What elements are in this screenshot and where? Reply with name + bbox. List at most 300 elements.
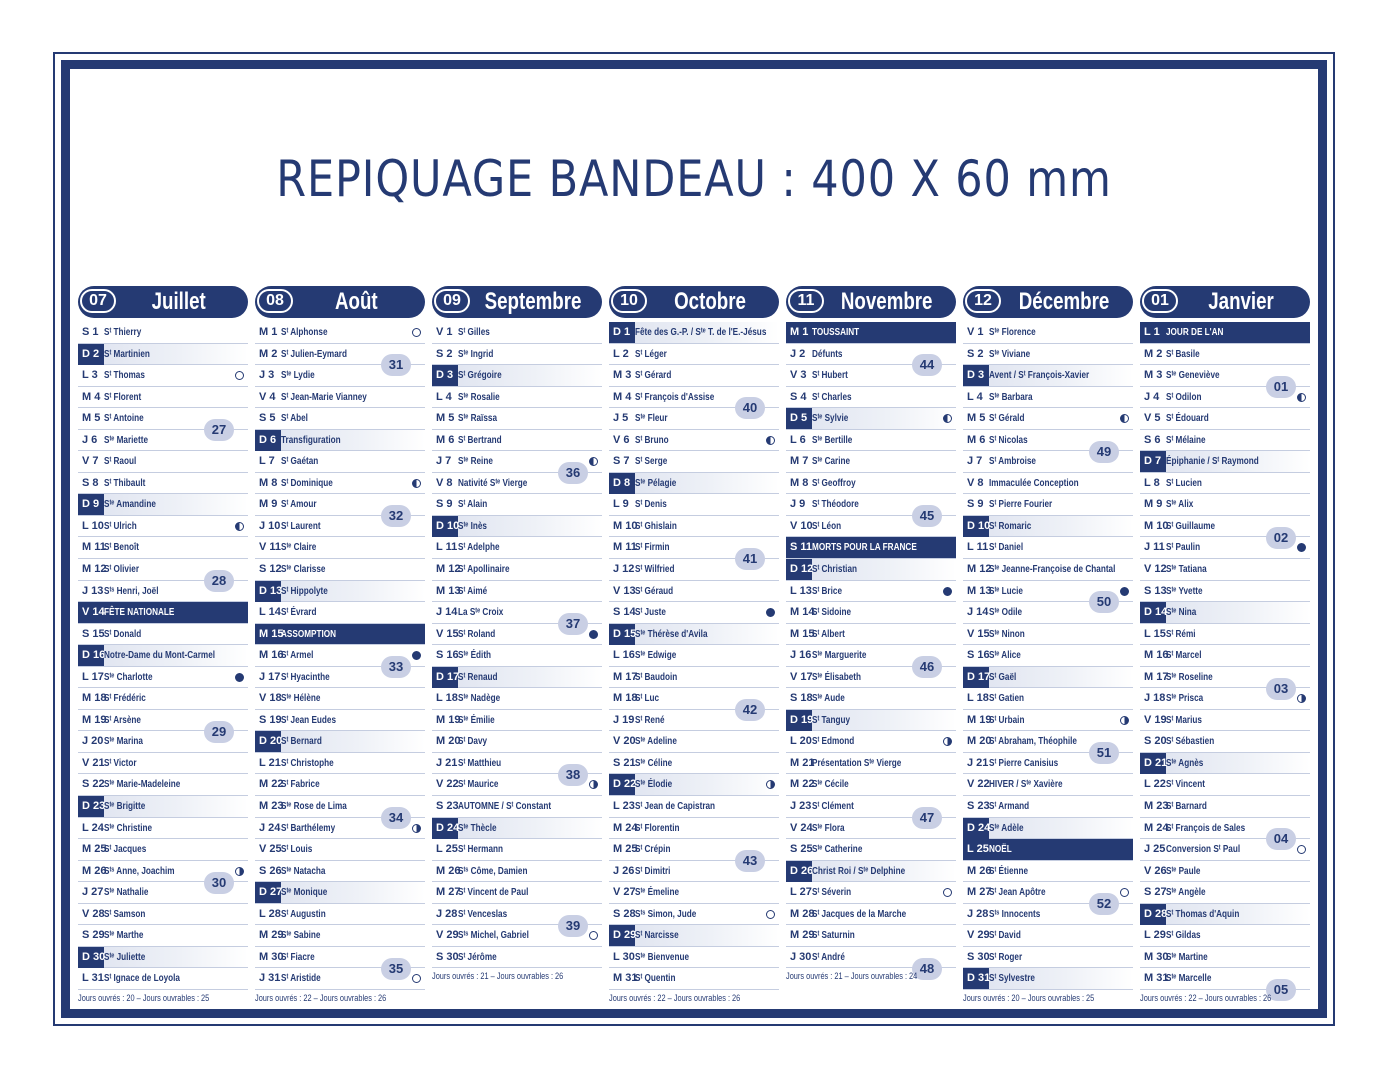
day-row bbox=[786, 731, 956, 753]
day-code: M 26 bbox=[82, 864, 107, 877]
sunday-row bbox=[1140, 602, 1310, 624]
day-code: S 16 bbox=[967, 649, 990, 662]
saint-name: Sᵗᵉ Carine bbox=[812, 455, 851, 468]
day-code: L 30 bbox=[613, 950, 635, 963]
saint-name: Sᵗ Juste bbox=[635, 606, 666, 619]
saint-name: Sᵗᵉ Catherine bbox=[812, 843, 863, 856]
day-code: S 18 bbox=[790, 692, 813, 705]
week-number-badge: 05 bbox=[1266, 979, 1296, 1001]
saint-name: Sᵗᵉ Edwige bbox=[635, 649, 677, 662]
day-row bbox=[786, 753, 956, 775]
month-header bbox=[609, 286, 779, 318]
day-row bbox=[963, 796, 1133, 818]
day-row bbox=[78, 322, 248, 344]
day-code: L 27 bbox=[790, 886, 812, 899]
day-code: M 5 bbox=[82, 412, 101, 425]
day-code: J 17 bbox=[259, 670, 281, 683]
saint-name: Sᵗ Olivier bbox=[104, 563, 140, 576]
saint-name: Sᵗ Romaric bbox=[989, 519, 1032, 532]
day-code: S 7 bbox=[613, 455, 630, 468]
day-code: S 12 bbox=[259, 563, 282, 576]
day-code: S 23 bbox=[967, 800, 990, 813]
day-code: L 28 bbox=[259, 907, 281, 920]
saint-name: Sᵗ Donald bbox=[104, 627, 142, 640]
day-code: S 20 bbox=[1144, 735, 1167, 748]
day-row bbox=[432, 645, 602, 667]
day-code: S 4 bbox=[790, 390, 807, 403]
day-code: M 3 bbox=[613, 369, 632, 382]
saint-name: Sᵗᵉ Nina bbox=[1166, 606, 1197, 619]
saint-name: Sᵗ Edmond bbox=[812, 735, 855, 748]
day-code: D 26 bbox=[786, 861, 812, 882]
day-code: J 7 bbox=[967, 455, 983, 468]
day-row bbox=[786, 774, 956, 796]
day-code: M 27 bbox=[436, 886, 461, 899]
month-footer: Jours ouvrés : 22 – Jours ouvrables : 26 bbox=[1140, 992, 1272, 1003]
day-code: M 10 bbox=[613, 519, 638, 532]
day-code: L 22 bbox=[1144, 778, 1166, 791]
day-code: M 5 bbox=[436, 412, 455, 425]
saint-name: Sᵗ Gilles bbox=[458, 326, 490, 338]
day-code: L 16 bbox=[613, 649, 635, 662]
day-code: M 11 bbox=[82, 541, 106, 554]
day-row bbox=[1140, 624, 1310, 646]
month-number: 12 bbox=[965, 289, 1001, 313]
day-code: S 2 bbox=[967, 347, 984, 360]
day-row bbox=[963, 408, 1133, 430]
sunday-row bbox=[78, 947, 248, 969]
saint-name: Sᵗ Matthieu bbox=[458, 756, 502, 769]
day-code: J 6 bbox=[82, 433, 98, 446]
saint-name: Sᵗ Séverin bbox=[812, 886, 852, 899]
day-code: D 22 bbox=[609, 774, 635, 795]
day-row bbox=[963, 537, 1133, 559]
week-number-badge: 41 bbox=[735, 548, 765, 570]
day-row bbox=[432, 861, 602, 883]
saint-name: Sᵗ Guillaume bbox=[1166, 519, 1216, 532]
day-row bbox=[255, 537, 425, 559]
week-number-badge: 39 bbox=[558, 915, 588, 937]
day-code: V 24 bbox=[790, 821, 813, 834]
sunday-row bbox=[963, 365, 1133, 387]
day-row bbox=[255, 774, 425, 796]
day-row bbox=[609, 796, 779, 818]
day-row bbox=[1140, 344, 1310, 366]
sunday-row bbox=[78, 645, 248, 667]
day-row bbox=[1140, 731, 1310, 753]
month-header bbox=[963, 286, 1133, 318]
day-row bbox=[963, 774, 1133, 796]
day-code: S 29 bbox=[82, 929, 105, 942]
day-code: J 2 bbox=[790, 347, 806, 360]
day-code: V 5 bbox=[1144, 412, 1161, 425]
saint-name: Sᵗ Jacques bbox=[104, 843, 147, 856]
moon-phase-icon bbox=[1297, 393, 1306, 402]
month-header bbox=[78, 286, 248, 318]
saint-name: Sᵗᵉ Paule bbox=[1166, 864, 1201, 877]
month-number: 08 bbox=[257, 289, 293, 313]
day-row bbox=[963, 344, 1133, 366]
day-code: M 22 bbox=[790, 778, 815, 791]
day-code: M 16 bbox=[1144, 649, 1169, 662]
saint-name: La Sᵗᵉ Croix bbox=[458, 606, 504, 619]
day-code: D 6 bbox=[255, 430, 281, 451]
day-code: M 12 bbox=[436, 563, 461, 576]
sunday-row bbox=[78, 344, 248, 366]
week-number-badge: 51 bbox=[1089, 742, 1119, 764]
saint-name: Sᵗ Abel bbox=[281, 412, 308, 425]
saint-name: Sᵗˢ Côme, Damien bbox=[458, 864, 528, 877]
day-code: D 10 bbox=[963, 516, 989, 537]
day-row bbox=[1140, 947, 1310, 969]
moon-phase-icon bbox=[412, 974, 421, 983]
day-code: M 1 bbox=[790, 326, 809, 338]
sunday-row bbox=[255, 430, 425, 452]
saint-name: Sᵗ Vincent de Paul bbox=[458, 886, 529, 899]
day-row bbox=[963, 710, 1133, 732]
day-code: M 11 bbox=[613, 541, 637, 554]
day-row bbox=[1140, 882, 1310, 904]
day-code: L 11 bbox=[967, 541, 989, 554]
day-code: J 13 bbox=[82, 584, 104, 597]
saint-name: Sᵗ Firmin bbox=[635, 541, 670, 554]
week-number-badge: 34 bbox=[381, 807, 411, 829]
day-row bbox=[1140, 925, 1310, 947]
day-code: M 15 bbox=[259, 627, 284, 640]
day-code: J 26 bbox=[613, 864, 635, 877]
day-code: M 21 bbox=[790, 756, 815, 769]
day-code: V 7 bbox=[82, 455, 99, 468]
day-code: J 7 bbox=[436, 455, 452, 468]
month-number: 10 bbox=[611, 289, 647, 313]
day-row bbox=[786, 387, 956, 409]
saint-name: Sᵗ Raoul bbox=[104, 455, 137, 468]
day-code: L 3 bbox=[82, 369, 98, 382]
saint-name: Sᵗ Bernard bbox=[281, 735, 322, 748]
day-code: D 23 bbox=[78, 796, 104, 817]
week-number-badge: 27 bbox=[204, 419, 234, 441]
day-code: S 19 bbox=[259, 713, 282, 726]
holiday-row bbox=[1140, 322, 1310, 344]
sunday-row bbox=[432, 818, 602, 840]
saint-name: TOUSSAINT bbox=[812, 326, 860, 338]
day-code: M 18 bbox=[613, 692, 638, 705]
day-code: J 19 bbox=[613, 713, 635, 726]
sunday-row bbox=[1140, 451, 1310, 473]
saint-name: Sᵗ Paulin bbox=[1166, 541, 1201, 554]
day-code: M 13 bbox=[967, 584, 992, 597]
month-column bbox=[963, 286, 1133, 1003]
saint-name: Sᵗᵉ Émilie bbox=[458, 713, 495, 726]
day-code: V 13 bbox=[613, 584, 636, 597]
saint-name: Sᵗ Venceslas bbox=[458, 907, 508, 920]
saint-name: Avent / Sᵗ François-Xavier bbox=[989, 369, 1090, 382]
week-number-badge: 29 bbox=[204, 721, 234, 743]
saint-name: Sᵗ Thomas d'Aquin bbox=[1166, 907, 1240, 920]
saint-name: Sᵗᵉ Agnès bbox=[1166, 756, 1204, 769]
day-code: M 30 bbox=[1144, 950, 1169, 963]
saint-name: Sᵗᵉ Élodie bbox=[635, 778, 673, 791]
day-code: D 1 bbox=[609, 322, 635, 343]
day-row bbox=[786, 688, 956, 710]
saint-name: JOUR DE L'AN bbox=[1166, 326, 1224, 338]
day-row bbox=[1140, 645, 1310, 667]
sunday-row bbox=[609, 322, 779, 344]
sunday-row bbox=[786, 861, 956, 883]
saint-name: Sᵗ Ulrich bbox=[104, 519, 137, 532]
day-row bbox=[609, 753, 779, 775]
day-row bbox=[609, 451, 779, 473]
day-code: S 11 bbox=[790, 541, 813, 554]
saint-name: Sᵗ Jérôme bbox=[458, 950, 497, 963]
day-code: V 29 bbox=[436, 929, 459, 942]
day-code: V 14 bbox=[82, 606, 105, 619]
saint-name: Sᵗᵉ Florence bbox=[989, 326, 1036, 338]
sunday-row bbox=[963, 818, 1133, 840]
day-code: M 19 bbox=[82, 713, 107, 726]
saint-name: Sᵗᵉ Prisca bbox=[1166, 692, 1204, 705]
moon-phase-icon bbox=[1120, 414, 1129, 423]
saint-name: Fête des G.-P. / Sᵗᵉ T. de l'E.-Jésus bbox=[635, 326, 767, 338]
saint-name: Sᵗ Louis bbox=[281, 843, 313, 856]
day-row bbox=[609, 430, 779, 452]
month-header bbox=[255, 286, 425, 318]
week-number-badge: 31 bbox=[381, 354, 411, 376]
saint-name: Sᵗ Daniel bbox=[989, 541, 1024, 554]
day-code: M 17 bbox=[613, 670, 638, 683]
day-code: D 30 bbox=[78, 947, 104, 968]
day-code: L 15 bbox=[1144, 627, 1166, 640]
saint-name: Sᵗ Hyacinthe bbox=[281, 670, 330, 683]
week-number-badge: 32 bbox=[381, 505, 411, 527]
month-number: 07 bbox=[80, 289, 116, 313]
holiday-row bbox=[963, 839, 1133, 861]
saint-name: Sᵗ Charles bbox=[812, 390, 852, 403]
saint-name: Sᵗ Aristide bbox=[281, 972, 321, 985]
saint-name: Sᵗᵉ Viviane bbox=[989, 347, 1031, 360]
day-row bbox=[609, 602, 779, 624]
month-footer: Jours ouvrés : 20 – Jours ouvrables : 25 bbox=[963, 992, 1095, 1003]
day-code: L 4 bbox=[436, 390, 452, 403]
saint-name: Sᵗ Hippolyte bbox=[281, 584, 328, 597]
day-code: M 30 bbox=[259, 950, 284, 963]
day-code: M 24 bbox=[1144, 821, 1169, 834]
moon-phase-icon bbox=[766, 608, 775, 617]
day-code: V 21 bbox=[82, 756, 105, 769]
day-code: V 22 bbox=[967, 778, 990, 791]
day-code: D 15 bbox=[609, 624, 635, 645]
saint-name: Sᵗᵉ Martine bbox=[1166, 950, 1208, 963]
saint-name: Sᵗᵉ Rosalie bbox=[458, 390, 500, 403]
day-code: L 25 bbox=[436, 843, 458, 856]
day-row bbox=[78, 473, 248, 495]
saint-name: Défunts bbox=[812, 347, 843, 360]
day-code: M 7 bbox=[790, 455, 809, 468]
moon-phase-icon bbox=[235, 371, 244, 380]
saint-name: Immaculée Conception bbox=[989, 476, 1079, 489]
day-row bbox=[255, 710, 425, 732]
saint-name: Sᵗᵉ Bienvenue bbox=[635, 950, 690, 963]
day-code: M 29 bbox=[790, 929, 815, 942]
day-code: M 6 bbox=[436, 433, 455, 446]
saint-name: Sᵗ Grégoire bbox=[458, 369, 502, 382]
moon-phase-icon bbox=[589, 780, 598, 789]
day-code: M 12 bbox=[82, 563, 107, 576]
day-row bbox=[78, 968, 248, 990]
sunday-row bbox=[432, 667, 602, 689]
day-code: J 5 bbox=[613, 412, 629, 425]
day-code: V 3 bbox=[790, 369, 807, 382]
saint-name: Sᵗᵉ Ninon bbox=[989, 627, 1025, 640]
week-number-badge: 28 bbox=[204, 570, 234, 592]
day-code: D 21 bbox=[1140, 753, 1166, 774]
day-code: J 11 bbox=[1144, 541, 1165, 554]
day-row bbox=[78, 365, 248, 387]
day-code: M 28 bbox=[790, 907, 815, 920]
day-code: M 6 bbox=[967, 433, 986, 446]
day-code: L 25 bbox=[967, 843, 989, 856]
day-row bbox=[432, 710, 602, 732]
saint-name: Sᵗ Serge bbox=[635, 455, 668, 468]
saint-name: Sᵗᵉ Pélagie bbox=[635, 476, 677, 489]
sunday-row bbox=[255, 731, 425, 753]
day-row bbox=[78, 839, 248, 861]
saint-name: Sᵗ Julien-Eymard bbox=[281, 347, 347, 360]
day-code: L 2 bbox=[613, 347, 629, 360]
saint-name: Sᵗ Jean-Marie Vianney bbox=[281, 390, 367, 403]
saint-name: Sᵗ Crépin bbox=[635, 843, 671, 856]
moon-phase-icon bbox=[412, 824, 421, 833]
day-code: V 1 bbox=[967, 326, 984, 338]
saint-name: Sᵗ Marcel bbox=[1166, 649, 1202, 662]
day-code: M 16 bbox=[259, 649, 284, 662]
day-code: S 13 bbox=[1144, 584, 1167, 597]
saint-name: Sᵗ Évrard bbox=[281, 606, 317, 619]
moon-phase-icon bbox=[1120, 716, 1129, 725]
moon-phase-icon bbox=[589, 931, 598, 940]
day-code: D 19 bbox=[786, 710, 812, 731]
day-code: D 27 bbox=[255, 882, 281, 903]
day-row bbox=[78, 774, 248, 796]
day-list bbox=[963, 322, 1133, 990]
day-row bbox=[786, 925, 956, 947]
saint-name: Sᵗᵉ Angèle bbox=[1166, 886, 1206, 899]
saint-name: Sᵗᵉ Sylvie bbox=[812, 412, 849, 425]
saint-name: Sᵗ Florentin bbox=[635, 821, 680, 834]
moon-phase-icon bbox=[766, 780, 775, 789]
day-code: L 9 bbox=[613, 498, 629, 511]
day-code: M 19 bbox=[967, 713, 992, 726]
day-row bbox=[78, 537, 248, 559]
saint-name: Sᵗ Odilon bbox=[1166, 390, 1202, 403]
day-code: S 22 bbox=[82, 778, 105, 791]
saint-name: Sᵗᵉ Céline bbox=[635, 756, 673, 769]
saint-name: Sᵗᵉ Marcelle bbox=[1166, 972, 1212, 985]
day-code: L 18 bbox=[436, 692, 458, 705]
day-code: M 10 bbox=[1144, 519, 1169, 532]
day-code: V 12 bbox=[1144, 563, 1167, 576]
day-code: D 9 bbox=[78, 494, 104, 515]
day-row bbox=[255, 925, 425, 947]
day-code: M 3 bbox=[1144, 369, 1163, 382]
day-row bbox=[609, 667, 779, 689]
day-row bbox=[963, 473, 1133, 495]
day-code: L 10 bbox=[82, 519, 104, 532]
saint-name: Sᵗ Laurent bbox=[281, 519, 321, 532]
day-code: M 24 bbox=[613, 821, 638, 834]
day-code: V 4 bbox=[259, 390, 276, 403]
month-name: Novembre bbox=[841, 288, 933, 315]
saint-name: Sᵗ Frédéric bbox=[104, 692, 146, 705]
day-code: D 7 bbox=[1140, 451, 1166, 472]
month-footer: Jours ouvrés : 21 – Jours ouvrables : 26 bbox=[432, 971, 564, 982]
saint-name: Sᵗᵉ Rose de Lima bbox=[281, 800, 347, 813]
day-row bbox=[255, 839, 425, 861]
week-number-badge: 38 bbox=[558, 764, 588, 786]
day-code: S 15 bbox=[82, 627, 105, 640]
saint-name: Sᵗˢ Innocents bbox=[989, 907, 1041, 920]
day-row bbox=[963, 861, 1133, 883]
day-code: D 24 bbox=[432, 818, 458, 839]
day-row bbox=[963, 645, 1133, 667]
month-header bbox=[786, 286, 956, 318]
saint-name: Sᵗᵉ Flora bbox=[812, 821, 845, 834]
saint-name: Sᵗᵉ Marguerite bbox=[812, 649, 867, 662]
week-number-badge: 48 bbox=[912, 958, 942, 980]
saint-name: Sᵗ Pierre Fourier bbox=[989, 498, 1053, 511]
month-column bbox=[255, 286, 425, 1003]
saint-name: Sᵗ Étienne bbox=[989, 864, 1029, 877]
day-row bbox=[609, 581, 779, 603]
day-code: M 22 bbox=[259, 778, 284, 791]
saint-name: Sᵗ Quentin bbox=[635, 972, 676, 985]
day-code: M 13 bbox=[436, 584, 461, 597]
day-code: S 27 bbox=[1144, 886, 1167, 899]
day-code: S 30 bbox=[967, 950, 990, 963]
sunday-row bbox=[255, 581, 425, 603]
day-code: M 25 bbox=[613, 843, 638, 856]
day-code: M 19 bbox=[436, 713, 461, 726]
day-code: S 9 bbox=[967, 498, 984, 511]
saint-name: Sᵗ Hubert bbox=[812, 369, 848, 382]
day-code: L 29 bbox=[1144, 929, 1166, 942]
day-row bbox=[432, 688, 602, 710]
saint-name: Sᵗ Dominique bbox=[281, 476, 333, 489]
saint-name: Sᵗᵉ Christine bbox=[104, 821, 153, 834]
saint-name: Sᵗ Thibault bbox=[104, 476, 146, 489]
day-code: D 14 bbox=[1140, 602, 1166, 623]
saint-name: HIVER / Sᵗᵉ Xavière bbox=[989, 778, 1063, 791]
saint-name: Sᵗ Armel bbox=[281, 649, 314, 662]
sunday-row bbox=[432, 516, 602, 538]
moon-phase-icon bbox=[943, 414, 952, 423]
month-name: Septembre bbox=[484, 288, 582, 315]
saint-name: Sᵗ Rémi bbox=[1166, 627, 1196, 640]
day-code: V 20 bbox=[613, 735, 636, 748]
saint-name: Sᵗᵉ Élisabeth bbox=[812, 670, 862, 683]
day-row bbox=[78, 624, 248, 646]
day-code: S 2 bbox=[436, 347, 453, 360]
day-code: L 13 bbox=[790, 584, 812, 597]
sunday-row bbox=[963, 667, 1133, 689]
saint-name: Sᵗᵉ Inès bbox=[458, 519, 487, 532]
saint-name: Sᵗ Baudoin bbox=[635, 670, 678, 683]
day-code: D 8 bbox=[609, 473, 635, 494]
saint-name: Sᵗ Augustin bbox=[281, 907, 326, 920]
banner-title: REPIQUAGE BANDEAU : 400 X 60 mm bbox=[276, 150, 1112, 208]
day-code: V 25 bbox=[259, 843, 282, 856]
saint-name: Sᵗ Barthélemy bbox=[281, 821, 336, 834]
